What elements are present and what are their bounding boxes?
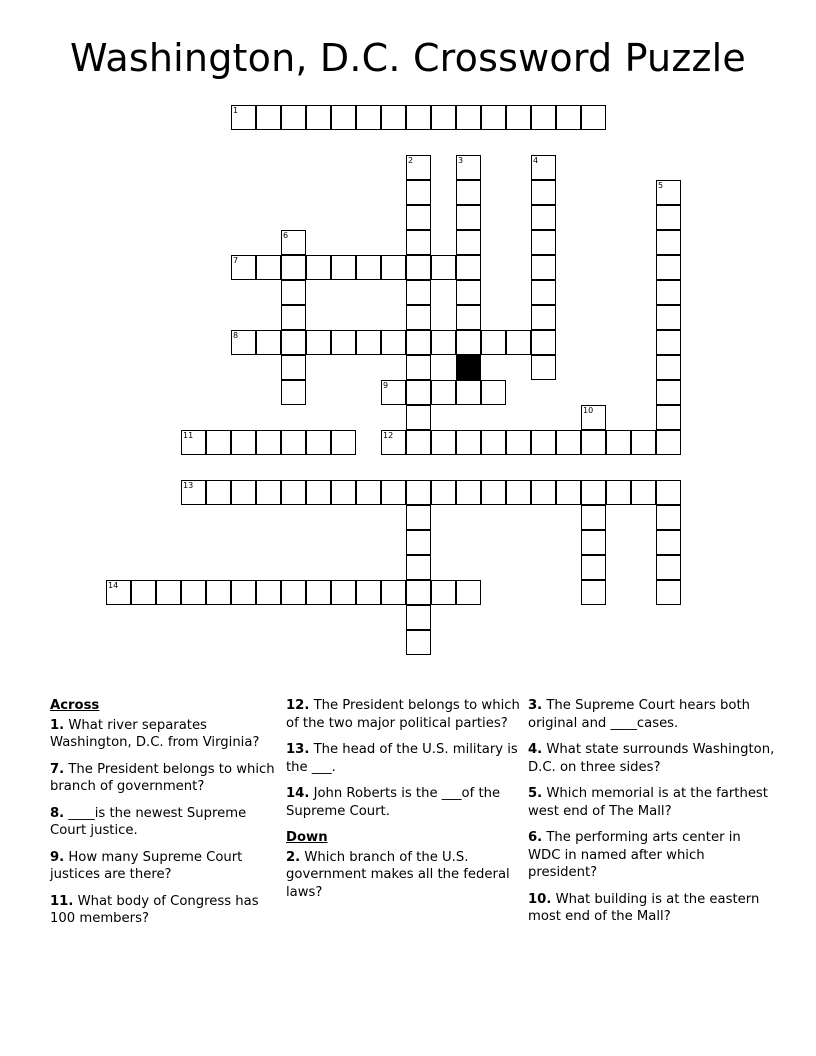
grid-cell[interactable] <box>656 430 681 455</box>
grid-cell[interactable] <box>581 580 606 605</box>
grid-cell[interactable] <box>381 330 406 355</box>
grid-cell[interactable] <box>231 330 256 355</box>
grid-cell[interactable] <box>381 255 406 280</box>
grid-cell[interactable] <box>581 105 606 130</box>
clue-number: 8. <box>50 805 65 821</box>
clue-text: The Supreme Court hears both original and ____cases. <box>528 698 751 731</box>
grid-cell[interactable] <box>381 380 406 405</box>
grid-cell[interactable] <box>281 105 306 130</box>
clue-number: 14. <box>286 786 310 801</box>
grid-cell[interactable] <box>406 205 431 230</box>
grid-cell[interactable] <box>406 380 431 405</box>
grid-cell[interactable] <box>306 430 331 455</box>
grid-cell[interactable] <box>306 330 331 355</box>
grid-cell[interactable] <box>531 230 556 255</box>
grid-cell-number: 11 <box>183 431 194 440</box>
grid-cell[interactable] <box>406 605 431 630</box>
grid-cell[interactable] <box>656 205 681 230</box>
grid-cell[interactable] <box>606 430 631 455</box>
grid-cell[interactable] <box>581 555 606 580</box>
grid-cell[interactable] <box>331 255 356 280</box>
grid-cell[interactable] <box>356 255 381 280</box>
grid-cell[interactable] <box>356 480 381 505</box>
clue-number: 3. <box>528 698 543 713</box>
down-heading: Down <box>286 830 328 845</box>
grid-cell[interactable] <box>431 105 456 130</box>
grid-cell[interactable] <box>281 355 306 380</box>
grid-cell[interactable] <box>381 430 406 455</box>
grid-cell-number: 6 <box>283 231 289 240</box>
clue-down-5 <box>528 785 776 820</box>
grid-cell[interactable] <box>581 505 606 530</box>
grid-cell[interactable] <box>406 180 431 205</box>
grid-cell[interactable] <box>656 580 681 605</box>
grid-cell[interactable] <box>381 105 406 130</box>
grid-cell[interactable] <box>406 255 431 280</box>
grid-cell[interactable] <box>531 480 556 505</box>
clue-number: 4. <box>528 742 543 757</box>
grid-cell[interactable] <box>656 355 681 380</box>
grid-cell[interactable] <box>431 480 456 505</box>
grid-cell[interactable] <box>206 580 231 605</box>
clue-text: The head of the U.S. military is the ___. <box>286 742 518 775</box>
grid-cell[interactable] <box>481 380 506 405</box>
grid-cell[interactable] <box>406 630 431 655</box>
grid-cell[interactable] <box>656 505 681 530</box>
grid-cell-number: 5 <box>658 181 664 190</box>
grid-cell[interactable] <box>406 505 431 530</box>
grid-cell[interactable] <box>256 255 281 280</box>
clue-number: 2. <box>286 849 301 865</box>
clue-number: 6. <box>528 830 543 845</box>
grid-cell[interactable] <box>606 480 631 505</box>
grid-cell[interactable] <box>656 480 681 505</box>
clue-down-10 <box>528 891 776 926</box>
clue-text: The President belongs to which branch of government? <box>50 761 275 794</box>
grid-cell-number: 8 <box>233 331 239 340</box>
grid-cell[interactable] <box>406 580 431 605</box>
clue-across-9 <box>50 849 275 884</box>
grid-cell[interactable] <box>106 580 131 605</box>
grid-cell[interactable] <box>456 480 481 505</box>
clue-number: 9. <box>50 849 65 865</box>
grid-cell[interactable] <box>656 280 681 305</box>
grid-cell[interactable] <box>406 330 431 355</box>
grid-cell[interactable] <box>256 330 281 355</box>
grid-cell-number: 9 <box>383 381 389 390</box>
grid-cell[interactable] <box>656 230 681 255</box>
grid-cell[interactable] <box>281 305 306 330</box>
grid-cell[interactable] <box>531 430 556 455</box>
grid-cell[interactable] <box>281 380 306 405</box>
grid-block <box>456 355 481 380</box>
grid-cell[interactable] <box>656 380 681 405</box>
grid-cell[interactable] <box>531 330 556 355</box>
grid-cell[interactable] <box>406 405 431 430</box>
grid-cell[interactable] <box>656 180 681 205</box>
grid-cell[interactable] <box>331 580 356 605</box>
grid-cell[interactable] <box>181 580 206 605</box>
grid-cell[interactable] <box>506 430 531 455</box>
grid-cell[interactable] <box>406 305 431 330</box>
grid-cell[interactable] <box>306 105 331 130</box>
grid-cell[interactable] <box>456 155 481 180</box>
grid-cell-number: 13 <box>183 481 194 490</box>
grid-cell[interactable] <box>356 330 381 355</box>
clues-column-3 <box>528 697 776 935</box>
clue-text: What building is at the eastern most end of the Mall? <box>528 891 760 924</box>
grid-cell[interactable] <box>656 405 681 430</box>
clue-across-12 <box>286 697 521 732</box>
grid-cell[interactable] <box>431 380 456 405</box>
clue-text: Which branch of the U.S. government makes all the federal laws? <box>286 849 510 900</box>
grid-cell[interactable] <box>656 555 681 580</box>
grid-cell[interactable] <box>456 430 481 455</box>
grid-cell[interactable] <box>356 580 381 605</box>
clue-text: Which memorial is at the farthest west end of The Mall? <box>528 786 768 819</box>
grid-cell[interactable] <box>631 480 656 505</box>
clue-across-7 <box>50 761 275 796</box>
clues-column-2 <box>286 697 521 910</box>
page-title: Washington, D.C. Crossword Puzzle <box>70 36 746 80</box>
grid-cell[interactable] <box>431 255 456 280</box>
clue-down-4 <box>528 741 776 776</box>
grid-cell[interactable] <box>431 430 456 455</box>
grid-cell[interactable] <box>631 430 656 455</box>
clue-text: The performing arts center in WDC in named after which president? <box>528 830 741 880</box>
clue-text: John Roberts is the ___of the Supreme Court. <box>286 786 501 819</box>
grid-cell[interactable] <box>281 255 306 280</box>
clue-across-11 <box>50 893 275 928</box>
grid-cell[interactable] <box>306 255 331 280</box>
grid-cell[interactable] <box>281 280 306 305</box>
grid-cell[interactable] <box>531 205 556 230</box>
clue-number: 12. <box>286 698 310 713</box>
grid-cell[interactable] <box>456 180 481 205</box>
grid-cell[interactable] <box>281 430 306 455</box>
grid-cell-number: 2 <box>408 156 414 165</box>
grid-cell-number: 7 <box>233 256 239 265</box>
grid-cell[interactable] <box>531 305 556 330</box>
grid-cell[interactable] <box>531 105 556 130</box>
grid-cell[interactable] <box>481 480 506 505</box>
grid-cell[interactable] <box>281 330 306 355</box>
clue-text: ____is the newest Supreme Court justice. <box>50 805 247 838</box>
grid-cell[interactable] <box>131 580 156 605</box>
grid-cell[interactable] <box>456 205 481 230</box>
crossword-grid <box>0 105 816 675</box>
grid-cell[interactable] <box>206 480 231 505</box>
grid-cell[interactable] <box>581 480 606 505</box>
grid-cell[interactable] <box>231 255 256 280</box>
grid-cell[interactable] <box>556 105 581 130</box>
grid-cell[interactable] <box>356 105 381 130</box>
clue-number: 13. <box>286 742 310 757</box>
clue-number: 10. <box>528 891 552 907</box>
clue-text: How many Supreme Court justices are there? <box>50 849 243 882</box>
clue-down-2 <box>286 849 521 902</box>
grid-cell[interactable] <box>506 330 531 355</box>
clue-number: 11. <box>50 893 74 909</box>
grid-cell[interactable] <box>456 255 481 280</box>
grid-cell[interactable] <box>406 155 431 180</box>
grid-cell[interactable] <box>406 280 431 305</box>
grid-cell[interactable] <box>281 230 306 255</box>
grid-cell[interactable] <box>406 105 431 130</box>
clue-text: What body of Congress has 100 members? <box>50 893 259 926</box>
grid-cell[interactable] <box>456 280 481 305</box>
grid-cell[interactable] <box>281 580 306 605</box>
grid-cell[interactable] <box>406 430 431 455</box>
grid-cell[interactable] <box>231 480 256 505</box>
clue-across-14 <box>286 785 521 820</box>
clue-text: What state surrounds Washington, D.C. on three sides? <box>528 742 775 775</box>
grid-cell[interactable] <box>456 580 481 605</box>
grid-cell[interactable] <box>556 480 581 505</box>
clue-number: 5. <box>528 786 543 801</box>
grid-cell[interactable] <box>531 280 556 305</box>
clue-text: The President belongs to which of the two major political parties? <box>286 698 520 731</box>
grid-cell[interactable] <box>381 580 406 605</box>
grid-cell[interactable] <box>456 105 481 130</box>
clue-across-13 <box>286 741 521 776</box>
grid-cell-number: 1 <box>233 106 239 115</box>
grid-cell[interactable] <box>656 330 681 355</box>
grid-cell[interactable] <box>331 330 356 355</box>
grid-cell[interactable] <box>256 105 281 130</box>
grid-cell[interactable] <box>431 580 456 605</box>
grid-cell[interactable] <box>581 405 606 430</box>
grid-cell[interactable] <box>481 330 506 355</box>
grid-cell[interactable] <box>331 480 356 505</box>
grid-cell[interactable] <box>456 330 481 355</box>
grid-cell[interactable] <box>231 105 256 130</box>
clues-column-1 <box>50 697 275 937</box>
clues-section <box>50 697 776 987</box>
grid-cell-number: 10 <box>583 406 594 415</box>
grid-cell[interactable] <box>181 480 206 505</box>
grid-cell[interactable] <box>406 480 431 505</box>
grid-cell[interactable] <box>531 255 556 280</box>
clue-number: 1. <box>50 717 65 733</box>
grid-cell[interactable] <box>181 430 206 455</box>
grid-cell[interactable] <box>331 105 356 130</box>
grid-cell[interactable] <box>656 530 681 555</box>
grid-cell-number: 3 <box>458 156 464 165</box>
across-heading: Across <box>50 698 100 713</box>
grid-cell[interactable] <box>306 480 331 505</box>
grid-cell[interactable] <box>406 555 431 580</box>
grid-cell[interactable] <box>331 430 356 455</box>
clue-down-6 <box>528 829 776 882</box>
grid-cell[interactable] <box>231 430 256 455</box>
clue-down-3 <box>528 697 776 732</box>
grid-cell[interactable] <box>256 580 281 605</box>
clue-across-1 <box>50 717 275 752</box>
grid-cell[interactable] <box>581 530 606 555</box>
grid-cell[interactable] <box>406 230 431 255</box>
grid-cell[interactable] <box>481 105 506 130</box>
grid-cell[interactable] <box>531 180 556 205</box>
grid-cell[interactable] <box>581 430 606 455</box>
grid-cell[interactable] <box>431 330 456 355</box>
grid-cell[interactable] <box>531 355 556 380</box>
grid-cell[interactable] <box>381 480 406 505</box>
grid-cell[interactable] <box>281 480 306 505</box>
grid-cell[interactable] <box>406 530 431 555</box>
grid-cell[interactable] <box>206 430 231 455</box>
grid-cell[interactable] <box>256 480 281 505</box>
clue-number: 7. <box>50 761 65 777</box>
grid-cell[interactable] <box>531 155 556 180</box>
grid-cell[interactable] <box>656 255 681 280</box>
grid-cell[interactable] <box>306 580 331 605</box>
clue-across-8 <box>50 805 275 840</box>
grid-cell[interactable] <box>656 305 681 330</box>
grid-cell[interactable] <box>456 380 481 405</box>
grid-cell[interactable] <box>506 105 531 130</box>
grid-cell[interactable] <box>506 480 531 505</box>
grid-cell-number: 14 <box>108 581 119 590</box>
grid-cell[interactable] <box>156 580 181 605</box>
grid-cell[interactable] <box>556 430 581 455</box>
grid-cell[interactable] <box>231 580 256 605</box>
grid-cell[interactable] <box>406 355 431 380</box>
grid-cell-number: 12 <box>383 431 394 440</box>
clue-text: What river separates Washington, D.C. from Virginia? <box>50 717 260 750</box>
grid-cell[interactable] <box>456 230 481 255</box>
grid-cell-number: 4 <box>533 156 539 165</box>
grid-cell[interactable] <box>456 305 481 330</box>
grid-cell[interactable] <box>256 430 281 455</box>
grid-cell[interactable] <box>481 430 506 455</box>
